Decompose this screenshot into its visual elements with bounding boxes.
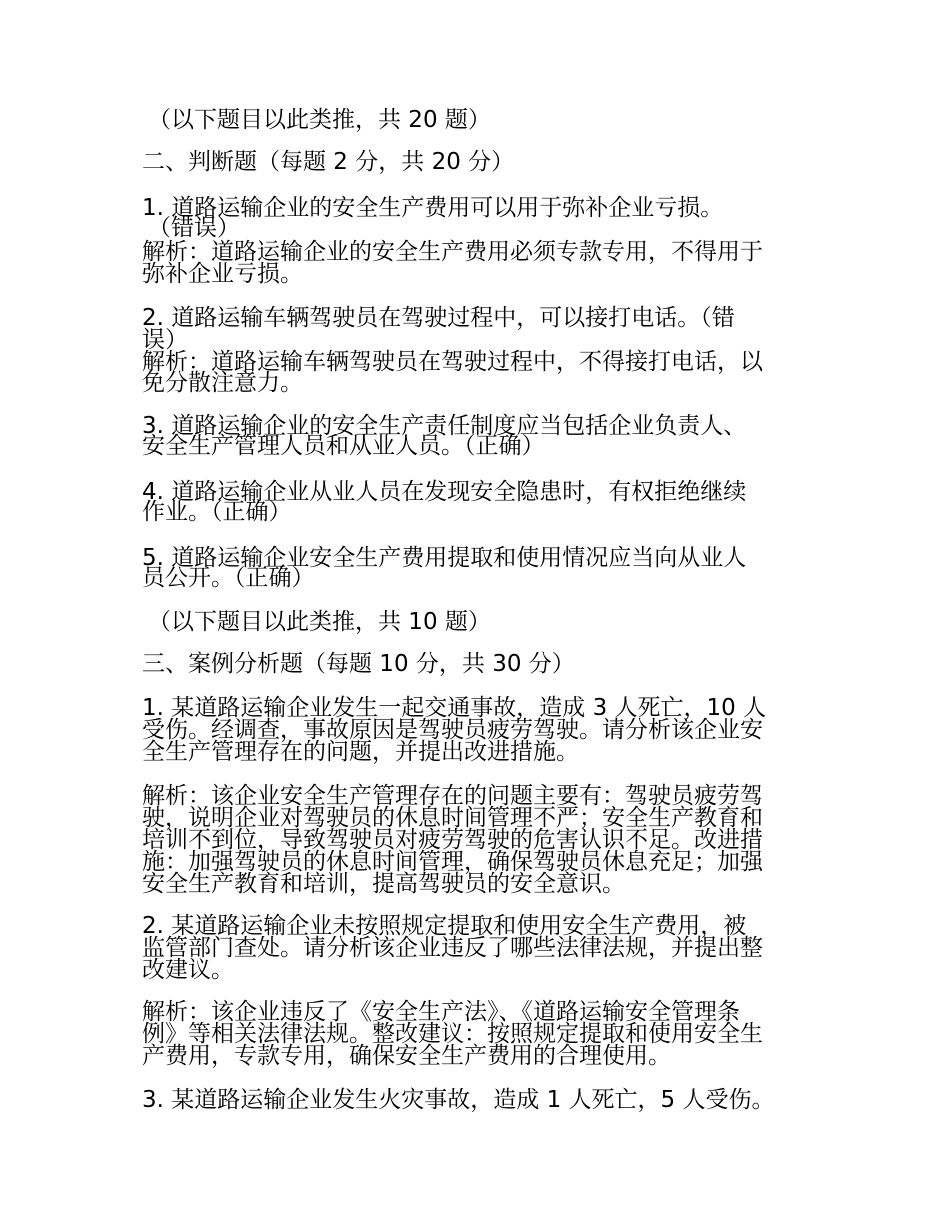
question-3-text: 3. 道路运输企业的安全生产责任制度应当包括企业负责人、 bbox=[142, 413, 747, 439]
case-2-text-3: 改建议。 bbox=[142, 957, 234, 983]
case-2-text: 2. 某道路运输企业未按照规定提取和使用安全生产费用，被 bbox=[142, 913, 747, 939]
question-2-explanation: 解析：道路运输车辆驾驶员在驾驶过程中，不得接打电话，以 bbox=[142, 349, 763, 375]
question-2-explanation-cont: 免分散注意力。 bbox=[142, 370, 303, 396]
section-note-2: （以下题目以此类推，共 10 题） bbox=[148, 609, 491, 635]
case-1-explanation-2: 驶，说明企业对驾驶员的休息时间管理不严；安全生产教育和 bbox=[142, 805, 763, 831]
case-3-text: 3. 某道路运输企业发生火灾事故，造成 1 人死亡，5 人受伤。 bbox=[142, 1087, 775, 1113]
question-3-text-cont: 安全生产管理人员和从业人员。（正确） bbox=[142, 433, 545, 459]
case-2-explanation-2: 例》等相关法律法规。整改建议：按照规定提取和使用安全生 bbox=[142, 1021, 763, 1047]
question-4-text-cont: 作业。（正确） bbox=[142, 499, 292, 525]
section-heading-case: 三、案例分析题（每题 10 分，共 30 分） bbox=[142, 651, 575, 677]
question-4-text: 4. 道路运输企业从业人员在发现安全隐患时，有权拒绝继续 bbox=[142, 479, 747, 505]
case-1-text: 1. 某道路运输企业发生一起交通事故，造成 3 人死亡，10 人 bbox=[142, 695, 767, 721]
question-5-text-cont: 员公开。（正确） bbox=[142, 565, 315, 591]
case-1-explanation-3: 培训不到位，导致驾驶员对疲劳驾驶的危害认识不足。改进措 bbox=[142, 827, 763, 853]
question-2-text: 2. 道路运输车辆驾驶员在驾驶过程中，可以接打电话。（错 bbox=[142, 305, 735, 331]
question-1-text: 1. 道路运输企业的安全生产费用可以用于弥补企业亏损。 bbox=[142, 195, 724, 221]
case-2-explanation: 解析：该企业违反了《安全生产法》、《道路运输安全管理条 bbox=[142, 999, 740, 1025]
case-1-text-2: 受伤。经调查，事故原因是驾驶员疲劳驾驶。请分析该企业安 bbox=[142, 717, 763, 743]
case-1-explanation: 解析：该企业安全生产管理存在的问题主要有：驾驶员疲劳驾 bbox=[142, 783, 763, 809]
case-2-explanation-3: 产费用，专款专用，确保安全生产费用的合理使用。 bbox=[142, 1043, 671, 1069]
case-1-text-3: 全生产管理存在的问题，并提出改进措施。 bbox=[142, 739, 579, 765]
case-1-explanation-4: 施：加强驾驶员的休息时间管理，确保驾驶员休息充足；加强 bbox=[142, 849, 763, 875]
question-1-explanation-cont: 弥补企业亏损。 bbox=[142, 261, 303, 287]
case-2-text-2: 监管部门查处。请分析该企业违反了哪些法律法规，并提出整 bbox=[142, 935, 763, 961]
question-5-text: 5. 道路运输企业安全生产费用提取和使用情况应当向从业人 bbox=[142, 545, 747, 571]
question-2-text-cont: 误） bbox=[142, 327, 188, 353]
section-note-1: （以下题目以此类推，共 20 题） bbox=[148, 107, 491, 133]
question-1-explanation: 解析：道路运输企业的安全生产费用必须专款专用，不得用于 bbox=[142, 239, 763, 265]
section-heading-judgment: 二、判断题（每题 2 分，共 20 分） bbox=[142, 149, 515, 175]
case-1-explanation-5: 安全生产教育和培训，提高驾驶员的安全意识。 bbox=[142, 871, 625, 897]
question-1-answer: （错误） bbox=[148, 215, 240, 241]
